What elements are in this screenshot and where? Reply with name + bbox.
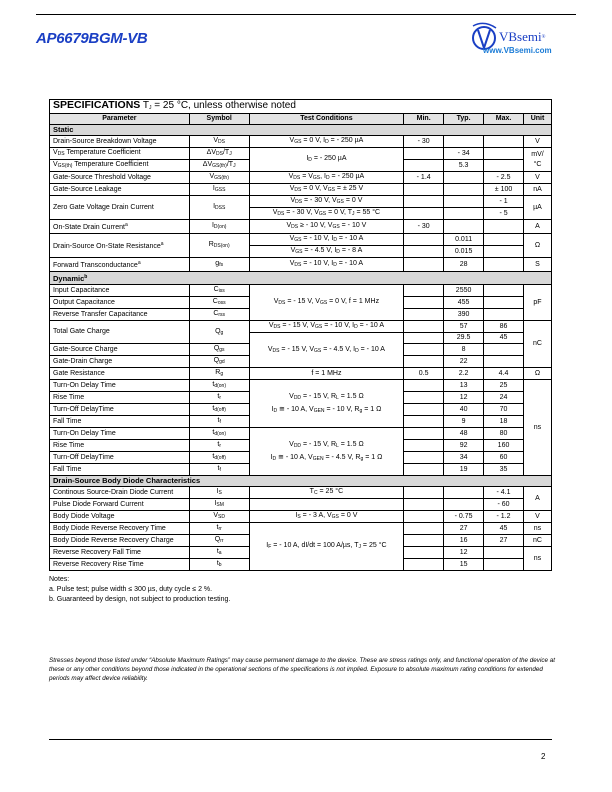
table-row: Fall Time $t_f$ 19 35 — [50, 464, 552, 476]
brand-name: VBsemi® — [499, 29, 546, 44]
col-min: Min. — [404, 114, 444, 125]
footer-rule — [49, 739, 552, 740]
col-unit: Unit — [523, 114, 551, 125]
table-row: On-State Drain Current$^a$ $I_{D(on)}$ $V_{DS}$ ≥ - 10 V, $V_{GS}$ = - 10 V - 30 A — [50, 220, 552, 234]
table-row: Body Diode Reverse Recovery Charge $Q_{rr}$ 16 27 nC — [50, 535, 552, 547]
part-number-title: AP6679BGM-VB — [36, 30, 148, 47]
col-test-conditions: Test Conditions — [249, 114, 404, 125]
table-row: Drain-Source Breakdown Voltage $V_{DS}$ $V_{GS} = 0$ V, $I_D$ = - 250 µA - 30 V — [50, 136, 552, 148]
table-row: Output Capacitance $C_{oss}$ 455 — [50, 297, 552, 309]
table-row: $V_{GS}$ = - 4.5 V, $I_D$ = - 8 A 0.015 — [50, 246, 552, 258]
table-row: Turn-Off DelayTime $t_{d(off)}$ 40 70 — [50, 404, 552, 416]
specifications-table — [49, 99, 552, 571]
table-row: Gate Resistance $R_g$ f = 1 MHz 0.5 2.2 4.4 Ω — [50, 368, 552, 380]
table-row: Gate-Source Leakage $I_{GSS}$ $V_{DS} = 0$ V, $V_{GS}$ = ± 25 V ± 100 nA — [50, 184, 552, 196]
table-row: Body Diode Voltage $V_{SD}$ $I_S$ = - 3 A, $V_{GS} = 0$ V - 0.75 - 1.2 V — [50, 511, 552, 523]
table-row: Turn-Off DelayTime $t_{d(off)}$ 34 60 — [50, 452, 552, 464]
table-row: Gate-Source Threshold Voltage $V_{GS(th)}$ $V_{DS} = V_{GS}$, $I_D$ = - 250 µA - 1.4 - 2.5 V — [50, 172, 552, 184]
table-row: Gate-Source Charge $Q_{gs}$ 8 — [50, 344, 552, 356]
table-row: Zero Gate Voltage Drain Current $I_{DSS}$ $V_{DS}$ = - 30 V, $V_{GS} = 0$ V - 1 µA — [50, 196, 552, 208]
table-row: $V_{GS(th)}$ Temperature Coefficient $\Delta V_{GS(th)}/T_J$ 5.3 — [50, 160, 552, 172]
website-link[interactable]: www.VBsemi.com — [483, 46, 552, 55]
header-rule — [36, 14, 576, 15]
table-title-row: SPECIFICATIONS $T_J = 25$ °C, unless otherwise noted — [50, 100, 552, 114]
stress-disclaimer: Stresses beyond those listed under “Absolute Maximum Ratings” may cause permanent damage to the device. These are stress ratings only, and functional operation of the device at these or any other conditions beyond those indicated in the operational sections of the specifications is not implied. Exposure to absolute maximum rating conditions for extended periods may affect device reliability. — [49, 657, 556, 682]
col-parameter: Parameter — [50, 114, 190, 125]
table-row: Pulse Diode Forward Current $I_{SM}$ - 60 — [50, 499, 552, 511]
notes-heading: Notes: — [49, 576, 70, 583]
col-typ: Typ. — [444, 114, 484, 125]
table-row: Rise Time $t_r$ 12 24 — [50, 392, 552, 404]
table-row: Input Capacitance $C_{iss}$ $V_{DS}$ = - 15 V, $V_{GS} = 0$ V, f = 1 MHz 2550 pF — [50, 285, 552, 297]
table-row: Body Diode Reverse Recovery Time $t_{rr}$ $I_F$ = - 10 A, dI/dt = 100 A/µs, $T_J = 25$ °C 27 45 ns — [50, 523, 552, 535]
note-b: b. Guaranteed by design, not subject to production testing. — [49, 596, 231, 603]
table-row: Drain-Source On-State Resistance$^a$ $R_{DS(on)}$ $V_{GS}$ = - 10 V, $I_D$ = - 10 A 0.011 Ω — [50, 234, 552, 246]
table-row: Total Gate Charge $Q_g$ $V_{DS}$ = - 15 V, $V_{GS}$ = - 10 V, $I_D$ = - 10 A 57 86 nC — [50, 321, 552, 333]
table-row: $V_{DS}$ = - 15 V, $V_{GS}$ = - 4.5 V, $I_D$ = - 10 A 29.5 45 — [50, 333, 552, 344]
table-header-row — [50, 114, 552, 125]
section-dynamic: Dynamic$^b$ — [50, 272, 552, 285]
table-row: Forward Transconductance$^a$ $g_{fs}$ $V_{DS}$ = - 10 V, $I_D$ = - 10 A 28 S — [50, 258, 552, 272]
table-row: Turn-On Delay Time $t_{d(on)}$ $V_{DD}$ = - 15 V, $R_L = 1.5$ Ω $I_D$ ≅ - 10 A, $V_{GEN}$ = - 4.5 V, $R_g = 1$ Ω 48 80 — [50, 428, 552, 440]
table-row: Gate-Drain Charge $Q_{gd}$ 22 — [50, 356, 552, 368]
notes-block — [49, 575, 230, 605]
table-row: $V_{DS}$ Temperature Coefficient $\Delta V_{DS}/T_J$ $I_D$ = - 250 µA - 34 mV/ °C — [50, 148, 552, 160]
table-row: $V_{DS}$ = - 30 V, $V_{GS} = 0$ V, $T_J = 55$ °C - 5 — [50, 208, 552, 220]
page-number: 2 — [541, 752, 546, 761]
table-row: Turn-On Delay Time $t_{d(on)}$ $V_{DD}$ = - 15 V, $R_L = 1.5$ Ω $I_D$ ≅ - 10 A, $V_{GEN}$ = - 10 V, $R_g = 1$ Ω 13 25 ns — [50, 380, 552, 392]
section-static: Static — [50, 125, 552, 136]
table-row: Continous Source-Drain Diode Current $I_S$ $T_C = 25$ °C - 4.1 A — [50, 487, 552, 499]
table-row: Reverse Recovery Rise Time $t_b$ 15 — [50, 559, 552, 571]
table-row: Fall Time $t_f$ 9 18 — [50, 416, 552, 428]
note-a: a. Pulse test; pulse width ≤ 300 µs, duty cycle ≤ 2 %. — [49, 586, 213, 593]
table-row: Rise Time $t_r$ 92 160 — [50, 440, 552, 452]
section-body-diode: Drain-Source Body Diode Characteristics — [50, 476, 552, 487]
table-row: Reverse Transfer Capacitance $C_{rss}$ 390 — [50, 309, 552, 321]
col-max: Max. — [484, 114, 524, 125]
table-row: Reverse Recovery Fall Time $t_a$ 12 ns — [50, 547, 552, 559]
col-symbol: Symbol — [189, 114, 249, 125]
